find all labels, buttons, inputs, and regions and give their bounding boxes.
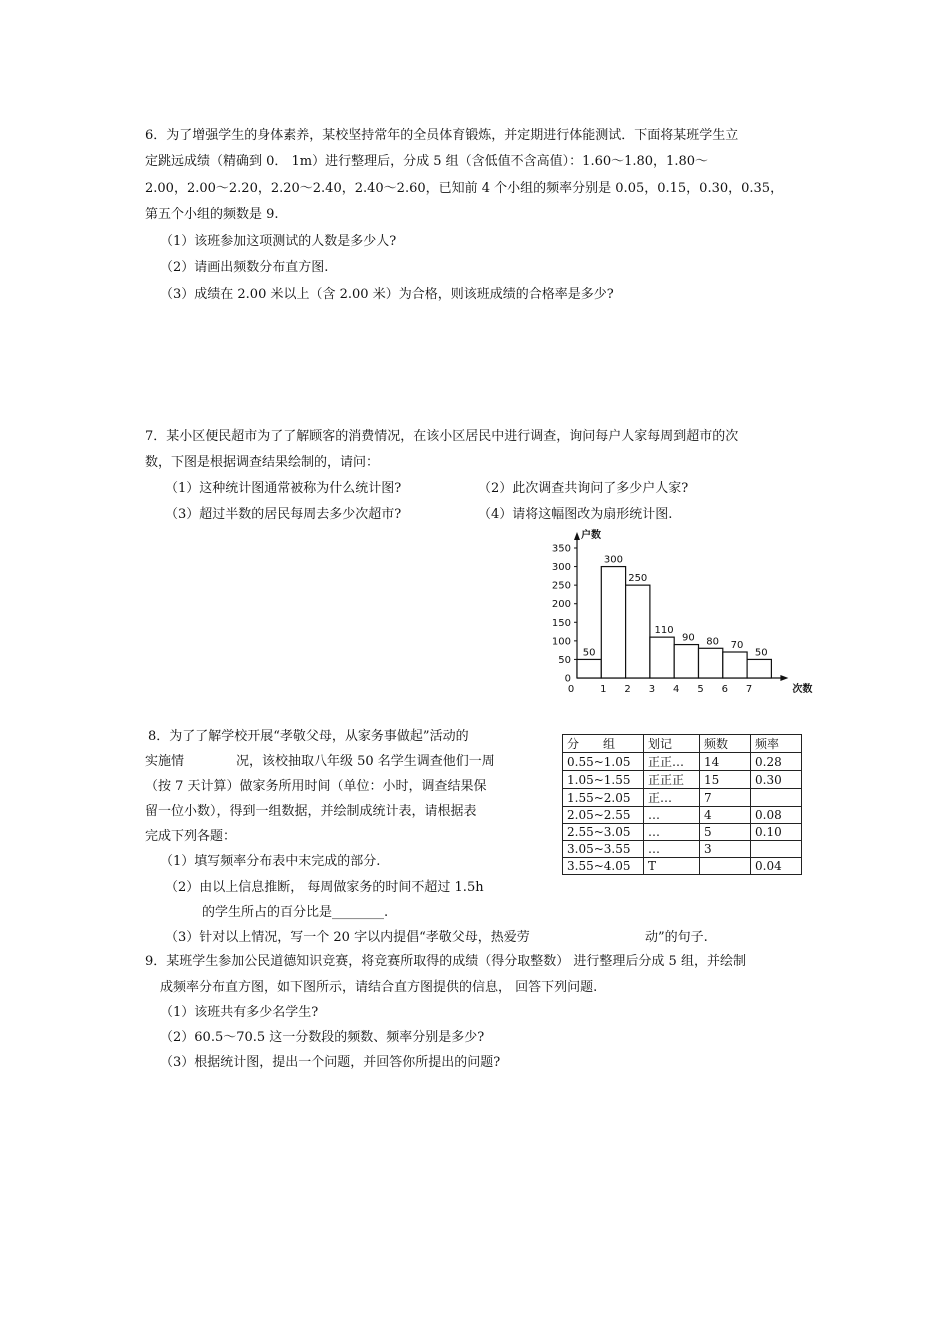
cell-tally: … (644, 807, 700, 824)
y-tick-label: 150 (551, 617, 571, 629)
x-tick-label: 7 (745, 684, 753, 695)
bar-value-label: 80 (706, 636, 720, 648)
cell-rate: 0.08 (751, 807, 802, 824)
bar (674, 645, 698, 678)
header-group: 分 组 (563, 735, 644, 753)
cell-frequency: 3 (700, 841, 751, 858)
q6-sub-2: （2）请画出频数分布直方图. (160, 260, 329, 275)
cell-frequency: 14 (700, 753, 751, 771)
cell-frequency: 15 (700, 771, 751, 789)
header-frequency: 频数 (700, 735, 751, 753)
q6-sub-3: （3）成绩在 2.00 米以上（含 2.00 米）为合格，则该班成绩的合格率是多少? (160, 287, 614, 302)
bar-chart-svg (530, 528, 820, 703)
table-row (563, 753, 802, 771)
cell-group: 0.55~1.05 (563, 753, 644, 771)
q8-line-4: 留一位小数），得到一组数据，并绘制成统计表，请根据表 (145, 804, 477, 819)
bar (723, 652, 747, 678)
cell-group: 2.05~2.55 (563, 807, 644, 824)
q8-sub-1: （1）填写频率分布表中末完成的部分. (160, 854, 381, 869)
x-tick-label: 1 (600, 684, 607, 695)
y-tick-label: 0 (564, 673, 571, 685)
y-tick-label: 250 (551, 580, 571, 592)
cell-tally: … (644, 841, 700, 858)
y-tick-label: 100 (551, 636, 571, 648)
bar (747, 659, 771, 678)
cell-tally: 正… (644, 789, 700, 807)
cell-rate: 0.28 (751, 753, 802, 771)
cell-rate (751, 841, 802, 858)
table-row (563, 858, 802, 875)
q9-line-1: 9．某班学生参加公民道德知识竞赛，将竞赛所取得的成绩（得分取整数） 进行整理后分成 5 组，并绘制 (145, 954, 746, 969)
bar-value-label: 70 (730, 640, 744, 651)
bar-value-label: 90 (681, 632, 695, 644)
q8-line-3: （按 7 天计算）做家务所用时间（单位：小时，调查结果保 (145, 779, 487, 794)
q8-line-1: 8．为了了解学校开展“孝敬父母，从家务事做起”活动的 (148, 729, 469, 744)
y-tick-label: 300 (551, 562, 571, 574)
q8-line-2b: 况，该校抽取八年级 50 名学生调查他们一周 (236, 754, 495, 769)
q8-sub-3b: 动”的句子. (645, 930, 708, 945)
cell-frequency (700, 858, 751, 875)
bar (650, 637, 674, 678)
cell-rate: 0.10 (751, 824, 802, 841)
y-tick-label: 200 (551, 599, 571, 611)
table-row (563, 771, 802, 789)
cell-tally: 正正正 (644, 771, 700, 789)
cell-rate: 0.30 (751, 771, 802, 789)
q7-sub-3: （3）超过半数的居民每周去多少次超市? (165, 507, 402, 522)
table-row (563, 824, 802, 841)
bar-value-label: 110 (654, 625, 674, 637)
bar-chart (530, 528, 820, 703)
x-tick-label: 4 (673, 684, 680, 695)
cell-group: 2.55~3.05 (563, 824, 644, 841)
bar (601, 567, 625, 678)
bar-value-label: 50 (582, 647, 596, 659)
q8-sub-2a: （2）由以上信息推断， 每周做家务的时间不超过 1.5h (165, 880, 484, 895)
q9-sub-1: （1）该班共有多少名学生? (160, 1005, 319, 1020)
cell-group: 3.55~4.05 (563, 858, 644, 875)
bar (626, 585, 650, 678)
q9-sub-3: （3）根据统计图，提出一个问题，并回答你所提出的问题? (160, 1055, 501, 1070)
q9-line-2: 成频率分布直方图，如下图所示，请结合直方图提供的信息， 回答下列问题. (160, 980, 598, 995)
y-axis-label: 户数 (581, 530, 601, 541)
y-tick-label: 350 (551, 543, 571, 555)
q7-sub-1: （1）这种统计图通常被称为什么统计图? (165, 481, 402, 496)
q8-sub-2b: 的学生所占的百分比是________. (202, 905, 389, 920)
bar (577, 659, 601, 678)
cell-rate: 0.04 (751, 858, 802, 875)
cell-group: 1.55~2.05 (563, 789, 644, 807)
q8-line-5: 完成下列各题： (145, 829, 237, 844)
y-tick-label: 50 (558, 654, 571, 666)
cell-tally: … (644, 824, 700, 841)
bar-value-label: 300 (603, 554, 623, 566)
q8-sub-3a: （3）针对以上情况，写一个 20 字以内提倡“孝敬父母，热爱劳 (165, 930, 530, 945)
header-rate: 频率 (751, 735, 802, 753)
x-axis-arrow (780, 675, 788, 681)
x-tick-label: 6 (721, 684, 728, 695)
bar-value-label: 250 (628, 573, 648, 585)
cell-frequency: 4 (700, 807, 751, 824)
x-tick-label: 0 (567, 684, 575, 695)
cell-rate (751, 789, 802, 807)
x-tick-label: 3 (648, 684, 656, 695)
q8-line-2a: 实施情 (145, 754, 185, 769)
q6-line-1: 6．为了增强学生的身体素养，某校坚持常年的全员体育锻炼，并定期进行体能测试．下面将某班学生立 (145, 128, 739, 143)
q6-line-3: 2.00，2.00～2.20，2.20～2.40，2.40～2.60，已知前 4 个小组的频率分别是 0.05，0.15，0.30，0.35， (145, 181, 784, 196)
q7-sub-4: （4）请将这幅图改为扇形统计图. (478, 507, 673, 522)
x-axis-label: 次数 (792, 684, 813, 695)
frequency-table (562, 734, 802, 875)
bar (699, 648, 723, 678)
table-row (563, 789, 802, 807)
y-axis-arrow (574, 532, 580, 540)
q7-sub-2: （2）此次调查共询问了多少户人家? (478, 481, 689, 496)
cell-frequency: 7 (700, 789, 751, 807)
q6-sub-1: （1）该班参加这项测试的人数是多少人? (160, 234, 397, 249)
table-row (563, 807, 802, 824)
cell-tally: 正正… (644, 753, 700, 771)
q6-line-2: 定跳远成绩（精确到 0． 1m）进行整理后，分成 5 组（含低值不含高值）：1.60～1.80，1.80～ (145, 154, 709, 169)
table-header-row (563, 735, 802, 753)
q9-sub-2: （2）60.5～70.5 这一分数段的频数、频率分别是多少? (160, 1030, 485, 1045)
cell-group: 1.05~1.55 (563, 771, 644, 789)
cell-tally: T (644, 858, 700, 875)
q7-line-1: 7．某小区便民超市为了了解顾客的消费情况，在该小区居民中进行调查，询问每户人家每周到超市的次 (145, 429, 739, 444)
cell-frequency: 5 (700, 824, 751, 841)
bar-value-label: 50 (754, 647, 768, 659)
q7-line-2: 数，下图是根据调查结果绘制的，请问： (145, 455, 380, 470)
x-tick-label: 2 (624, 684, 631, 695)
x-tick-label: 5 (697, 684, 704, 695)
q6-line-4: 第五个小组的频数是 9. (145, 207, 279, 222)
header-tally: 划记 (644, 735, 700, 753)
table-row (563, 841, 802, 858)
cell-group: 3.05~3.55 (563, 841, 644, 858)
